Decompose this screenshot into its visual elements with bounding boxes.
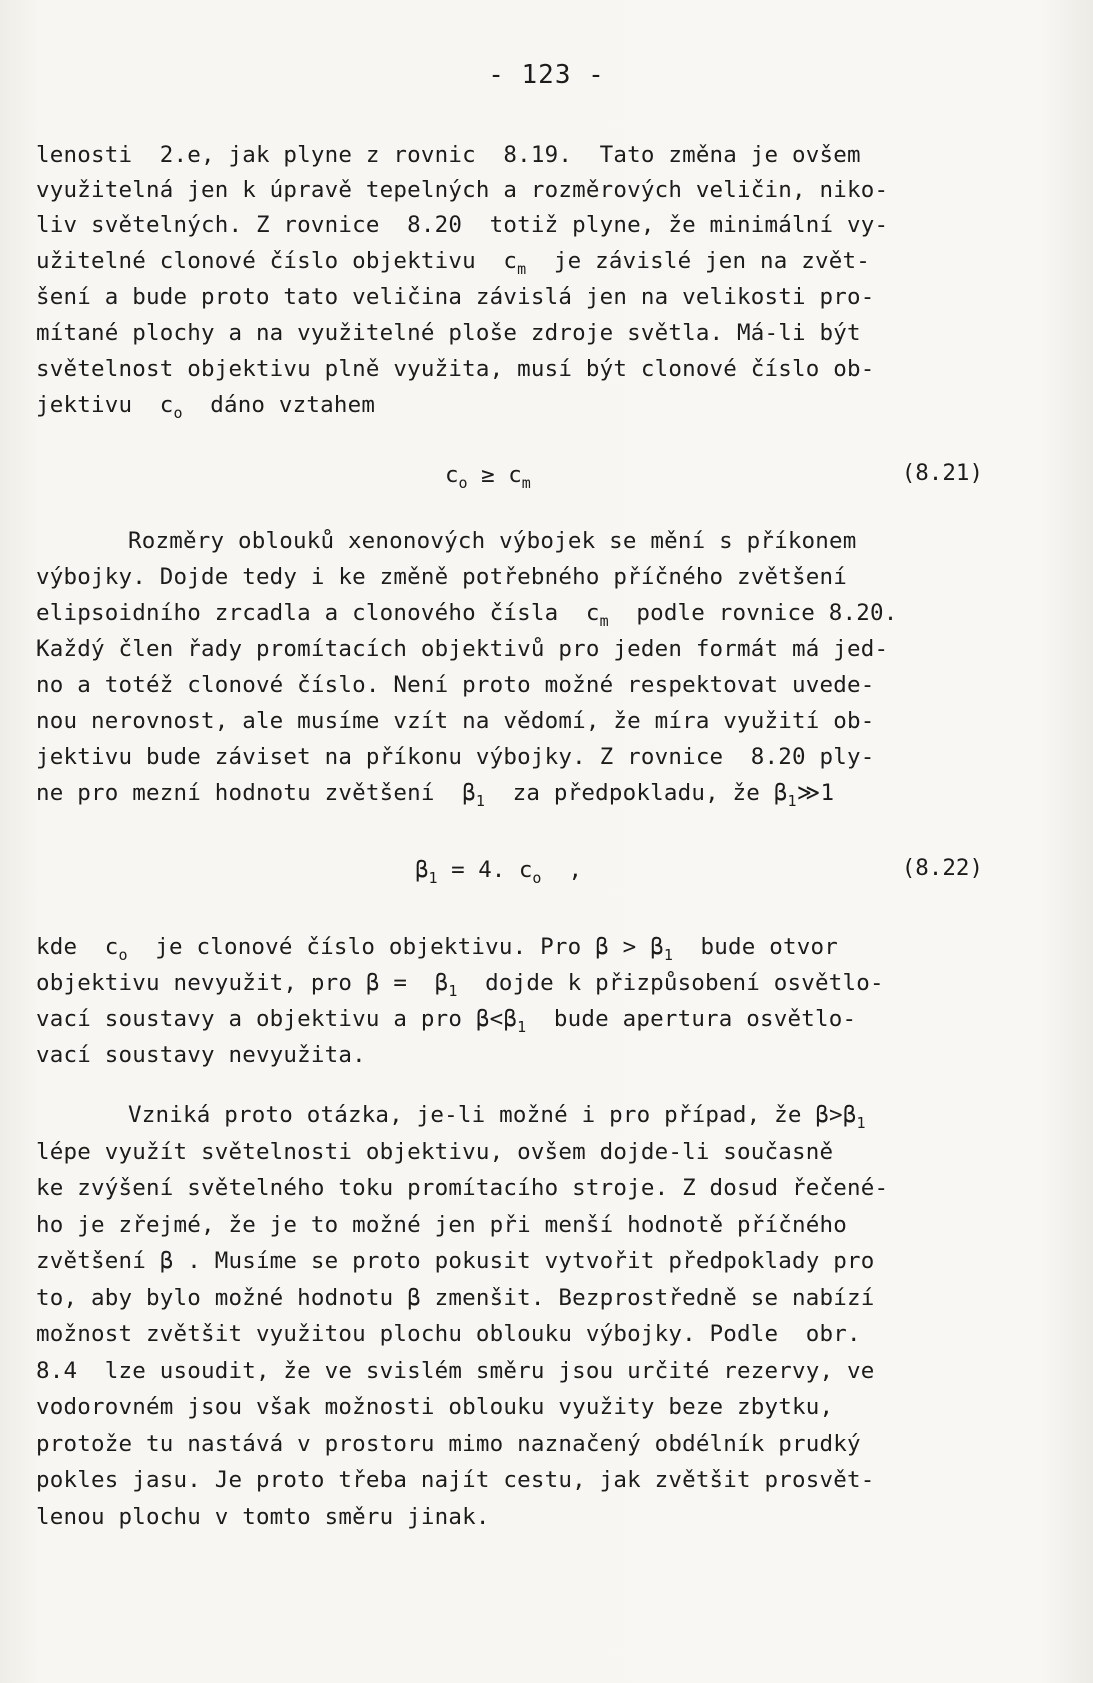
text-line: ne pro mezní hodnotu zvětšení $\beta_1$ za předpokladu, že $\beta_1≫1$	[36, 780, 835, 810]
text-line: světelnost objektivu plně využita, musí být clonové číslo ob-	[36, 356, 875, 382]
text-line: nou nerovnost, ale musíme vzít na vědomí, že míra využití ob-	[36, 708, 875, 734]
text-line: lépe využít světelnosti objektivu, ovšem dojde-li současně	[36, 1139, 834, 1165]
text-line: jektivu bude záviset na příkonu výbojky. Z rovnice 8.20 ply-	[36, 744, 875, 770]
equation-8-21: $c_o \ge c_m$	[445, 462, 531, 492]
text-line: Každý člen řady promítacích objektivů pro jeden formát má jed-	[36, 636, 889, 662]
text-line: vodorovném jsou však možnosti oblouku využity beze zbytku,	[36, 1394, 834, 1420]
text-line: lenou plochu v tomto směru jinak.	[36, 1504, 490, 1530]
text-line: ke zvýšení světelného toku promítacího stroje. Z dosud řečené-	[36, 1175, 889, 1201]
text-line: vací soustavy nevyužita.	[36, 1042, 366, 1068]
text-line: no a totéž clonové číslo. Není proto možné respektovat uvede-	[36, 672, 875, 698]
equation-number: (8.21)	[901, 460, 983, 486]
text-line: pokles jasu. Je proto třeba najít cestu, jak zvětšit prosvět-	[36, 1467, 875, 1493]
text-line: vací soustavy a objektivu a pro $\beta<\beta_1$ bude apertura osvětlo-	[36, 1006, 857, 1036]
text-line: jektivu $c_o$ dáno vztahem	[36, 392, 376, 422]
text-line: možnost zvětšit využitou plochu oblouku výbojky. Podle obr.	[36, 1321, 861, 1347]
text-line: Rozměry oblouků xenonových výbojek se mění s příkonem	[128, 528, 857, 554]
text-line: Vzniká proto otázka, je-li možné i pro případ, že $\beta>\beta_1$	[128, 1102, 866, 1132]
text-line: výbojky. Dojde tedy i ke změně potřebného příčného zvětšení	[36, 564, 848, 590]
equation-8-22: $\beta_1 = 4$. $c_o$ ,	[415, 857, 583, 887]
text-line: lenosti 2.e, jak plyne z rovnic 8.19. Tato změna je ovšem	[36, 142, 861, 168]
text-line: zvětšení β . Musíme se proto pokusit vytvořit předpoklady pro	[36, 1248, 875, 1274]
text-line: to, aby bylo možné hodnotu β zmenšit. Bezprostředně se nabízí	[36, 1285, 875, 1311]
text-line: liv světelných. Z rovnice 8.20 totiž plyne, že minimální vy-	[36, 212, 889, 238]
text-line: využitelná jen k úpravě tepelných a rozměrových veličin, niko-	[36, 177, 889, 203]
text-line: ho je zřejmé, že je to možné jen při menší hodnotě příčného	[36, 1212, 848, 1238]
text-line: mítané plochy a na využitelné ploše zdroje světla. Má-li být	[36, 320, 861, 346]
text-line: užitelné clonové číslo objektivu $c_m$ je závislé jen na zvět-	[36, 248, 871, 278]
text-line: 8.4 lze usoudit, že ve svislém směru jsou určité rezervy, ve	[36, 1358, 875, 1384]
text-line: protože tu nastává v prostoru mimo naznačený obdélník prudký	[36, 1431, 861, 1457]
text-line: objektivu nevyužit, pro $\beta = \beta_1$ dojde k přizpůsobení osvětlo-	[36, 970, 884, 1000]
text-line: šení a bude proto tato veličina závislá jen na velikosti pro-	[36, 284, 875, 310]
text-line: kde $c_o$ je clonové číslo objektivu. Pro $\beta > \beta_1$ bude otvor	[36, 934, 839, 964]
page-number: - 123 -	[488, 60, 605, 90]
equation-number: (8.22)	[901, 855, 983, 881]
text-line: elipsoidního zrcadla a clonového čísla $c_m$ podle rovnice 8.20.	[36, 600, 898, 630]
